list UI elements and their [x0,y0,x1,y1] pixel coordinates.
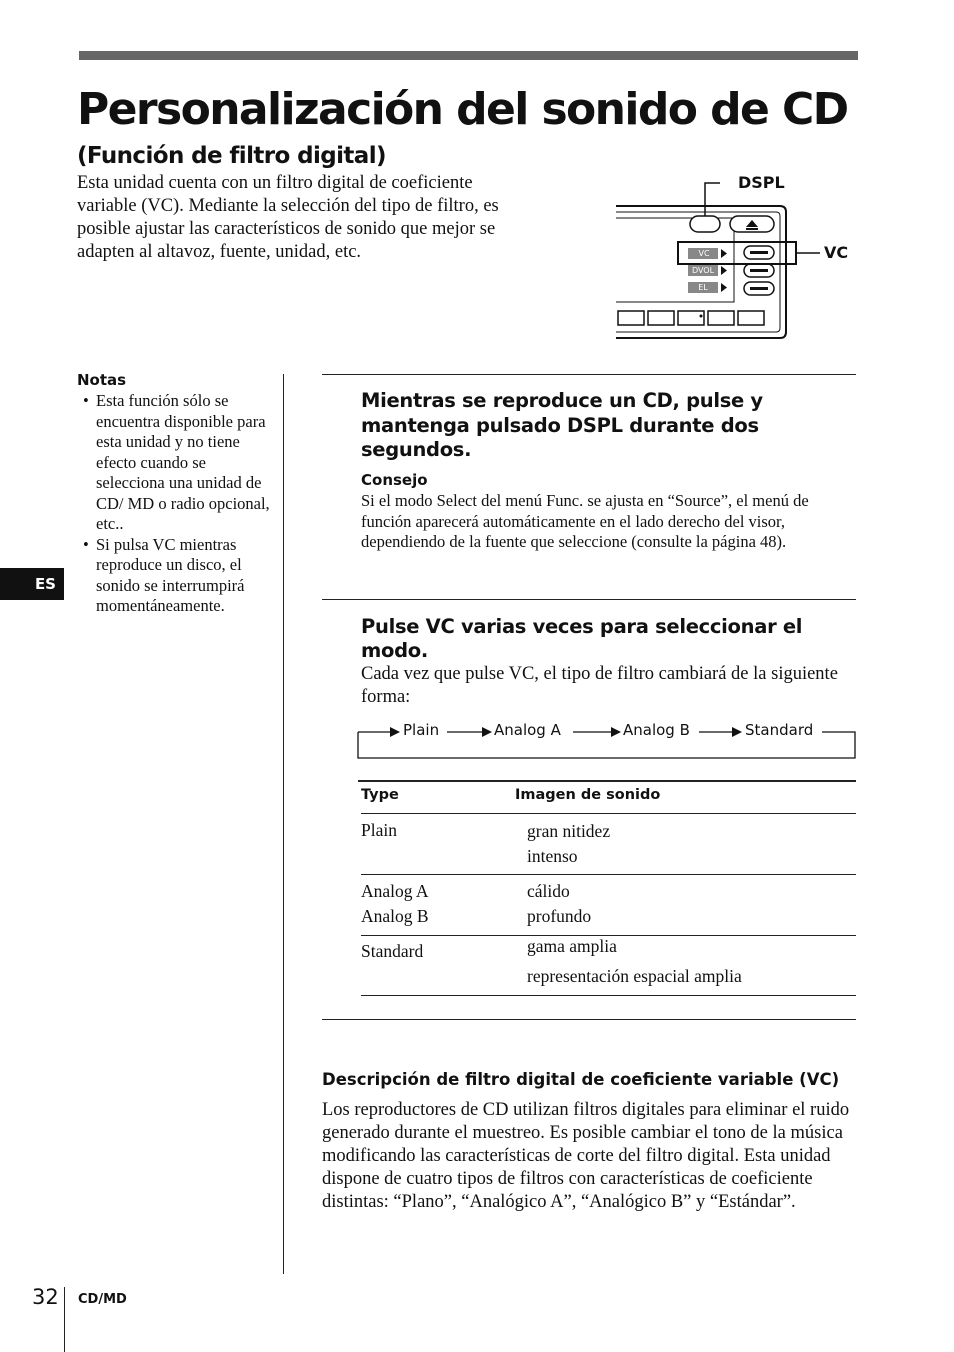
flow-step-analog-a: Analog A [494,721,561,739]
table-cell-image: intenso [527,846,578,866]
section-bottom-rule [322,1019,856,1020]
notes-list [80,391,275,617]
note-item: • Si pulsa VC mientras reproduce un disco, el sonido se interrumpirá momentáneamente. [80,535,275,617]
table-cell-type: Standard [361,941,424,961]
table-cell-image: gran nitidez [527,821,611,841]
language-tab: ES [0,568,64,600]
step1-heading: Mientras se reproduce un CD, pulse y mantenga pulsado DSPL durante dos segundos. [361,389,763,461]
page-number: 32 [32,1285,59,1309]
step2-heading: Pulse VC varias veces para seleccionar el modo. [361,615,803,662]
device-display-item-dvol: DVOL [691,266,715,275]
description-body: Los reproductores de CD utilizan filtros digitales para eliminar el ruido generado durante el muestreo. Es posible cambiar el tono de la música modificando las características de corte del filtro digital. Esta unidad dispone de cuatro tipos de filtros con características de coeficiente distintas: “Plano”, “Analógico A”, “Analógico B” y “Estándar”. [322,1100,850,1212]
device-display-item-vc: VC [698,249,710,258]
footer-label: CD/MD [78,1292,127,1307]
device-display-item-el: EL [698,283,708,292]
table-cell-image: cálido [527,881,570,901]
note-item: • Esta función sólo se encuentra disponible para esta unidad y no tiene efecto cuando se selecciona una unidad de CD/ MD o radio opcional, etc.. [80,391,275,535]
column-divider [283,374,284,1274]
table-cell-image: gama amplia [527,936,617,956]
device-illustration [600,168,860,348]
table-header-type: Type [361,787,399,803]
flow-step-analog-b: Analog B [623,721,690,739]
table-cell-type: Plain [361,820,397,840]
table-cell-type: Analog B [361,906,429,926]
table-cell-type: Analog A [361,881,429,901]
description-title: Descripción de filtro digital de coeficiente variable (VC) [322,1070,840,1089]
table-row-rule [361,874,856,875]
notes-title: Notas [77,371,127,389]
table-header-image: Imagen de sonido [515,787,661,803]
intro-paragraph: Esta unidad cuenta con un filtro digital de coeficiente variable (VC). Mediante la selección del tipo de filtro, es posible ajustar las característicos de sonido que mejor se adapten al altavoz, fuente, unidad, etc. [77,173,499,262]
vc-label: VC [824,243,849,262]
step2-top-rule [322,599,856,600]
footer-rule [64,1287,65,1352]
step2-body: Cada vez que pulse VC, el tipo de filtro cambiará de la siguiente forma: [361,664,838,707]
tip-body: Si el modo Select del menú Func. se ajusta en “Source”, el menú de función aparecerá automáticamente en el lado derecho del visor, dependiendo de la fuente que seleccione (consulte la página 48). [361,491,809,551]
step1-top-rule [322,374,856,375]
table-top-rule [358,780,856,782]
table-header-rule [361,813,856,814]
page-subtitle: (Función de filtro digital) [77,143,386,169]
table-cell-image: representación espacial amplia [527,966,742,986]
page-title: Personalización del sonido de CD [77,84,848,135]
table-cell-image: profundo [527,906,592,926]
top-rule [79,51,858,60]
flow-step-plain: Plain [403,721,440,739]
device-panel-drawing [600,168,860,348]
filter-cycle-diagram [357,718,857,760]
dspl-label: DSPL [738,173,785,192]
tip-title: Consejo [361,471,428,489]
table-bottom-rule [361,995,856,996]
flow-step-standard: Standard [745,721,814,739]
